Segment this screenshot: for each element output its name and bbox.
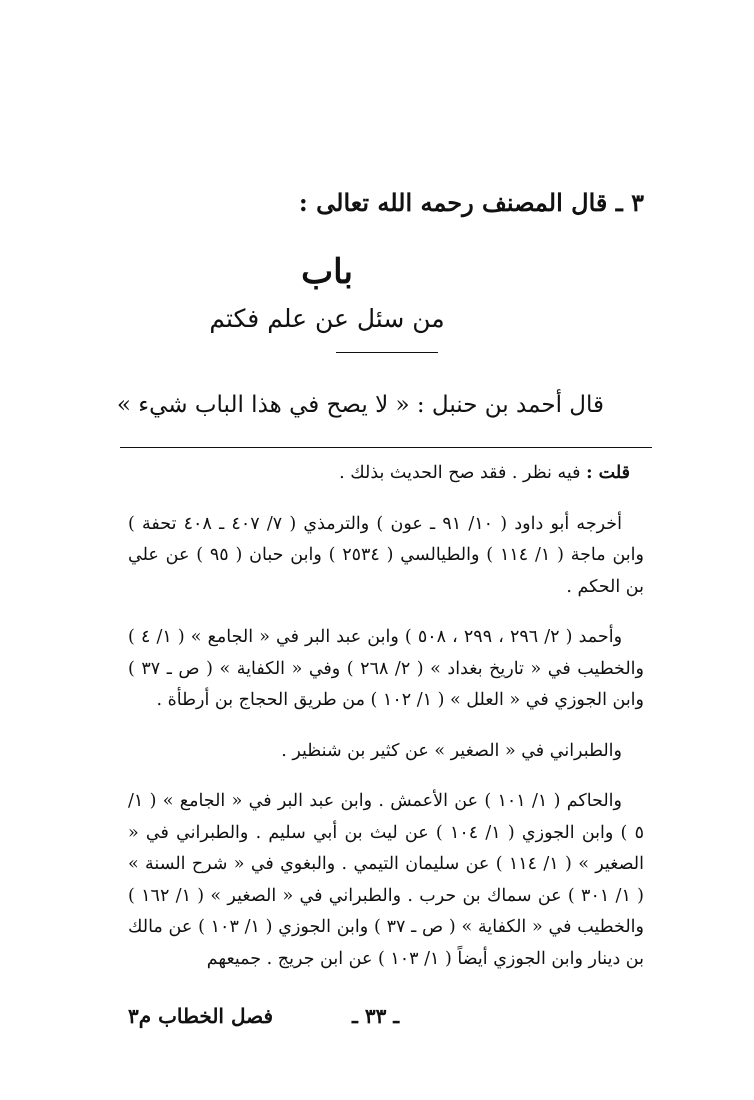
footer-book-title: فصل الخطاب م٣ — [128, 1004, 273, 1028]
page-number: ـ ٣٣ ـ — [352, 1004, 400, 1028]
commentary-paragraph: أخرجه أبو داود ( ١٠/ ٩١ ـ عون ) والترمذي ( ٧/ ٤٠٧ ـ ٤٠٨ تحفة ) وابن ماجة ( ١/ ١١٤ ) والطيالسي ( ٢٥٣٤ ) وابن حبان ( ٩٥ ) عن علي بن الحكم . — [128, 513, 644, 597]
commentary-paragraph: والحاكم ( ١/ ١٠١ ) عن الأعمش . وابن عبد البر في « الجامع » ( ١/ ٥ ) وابن الجوزي ( ١/ ١٠٤ ) عن ليث بن أبي سليم . والطبراني في « الصغير » ( ١/ ١١٤ ) عن سليمان التيمي . والبغوي في « شرح السنة » ( ١/ ٣٠١ ) عن سماك بن حرب . والطبراني في « الصغير » ( ١/ ١٦٢ ) والخطيب في « الكفاية » ( ص ـ ٣٧ ) وابن الجوزي ( ١/ ١٠٣ ) عن مالك بن دينار وابن الجوزي أيضاً ( ١/ ١٠٣ ) عن ابن جريج . جميعهم — [128, 791, 645, 969]
commentary-label: قلت : — [586, 463, 630, 483]
commentary-block — [128, 458, 644, 994]
main-divider — [120, 447, 652, 448]
chapter-title: باب — [301, 252, 353, 292]
commentary-first-text: فيه نظر . فقد صح الحديث بذلك . — [339, 463, 581, 483]
title-divider — [336, 352, 438, 353]
ahmad-quote: قال أحمد بن حنبل : « لا يصح في هذا الباب شيء » — [116, 392, 604, 418]
page-footer — [128, 1004, 644, 1034]
commentary-paragraph: وأحمد ( ٢/ ٢٩٦ ، ٢٩٩ ، ٥٠٨ ) وابن عبد البر في « الجامع » ( ١/ ٤ ) والخطيب في « تاريخ بغداد » ( ٢/ ٢٦٨ ) وفي « الكفاية » ( ص ـ ٣٧ ) وابن الجوزي في « العلل » ( ١/ ١٠٢ ) من طريق الحجاج بن أرطأة . — [128, 627, 644, 710]
commentary-first-paragraph — [128, 458, 644, 490]
chapter-subtitle: من سئل عن علم فكتم — [209, 304, 445, 333]
commentary-paragraph: والطبراني في « الصغير » عن كثير بن شنظير . — [281, 740, 622, 761]
section-heading: ٣ ـ قال المصنف رحمه الله تعالى : — [298, 188, 644, 217]
